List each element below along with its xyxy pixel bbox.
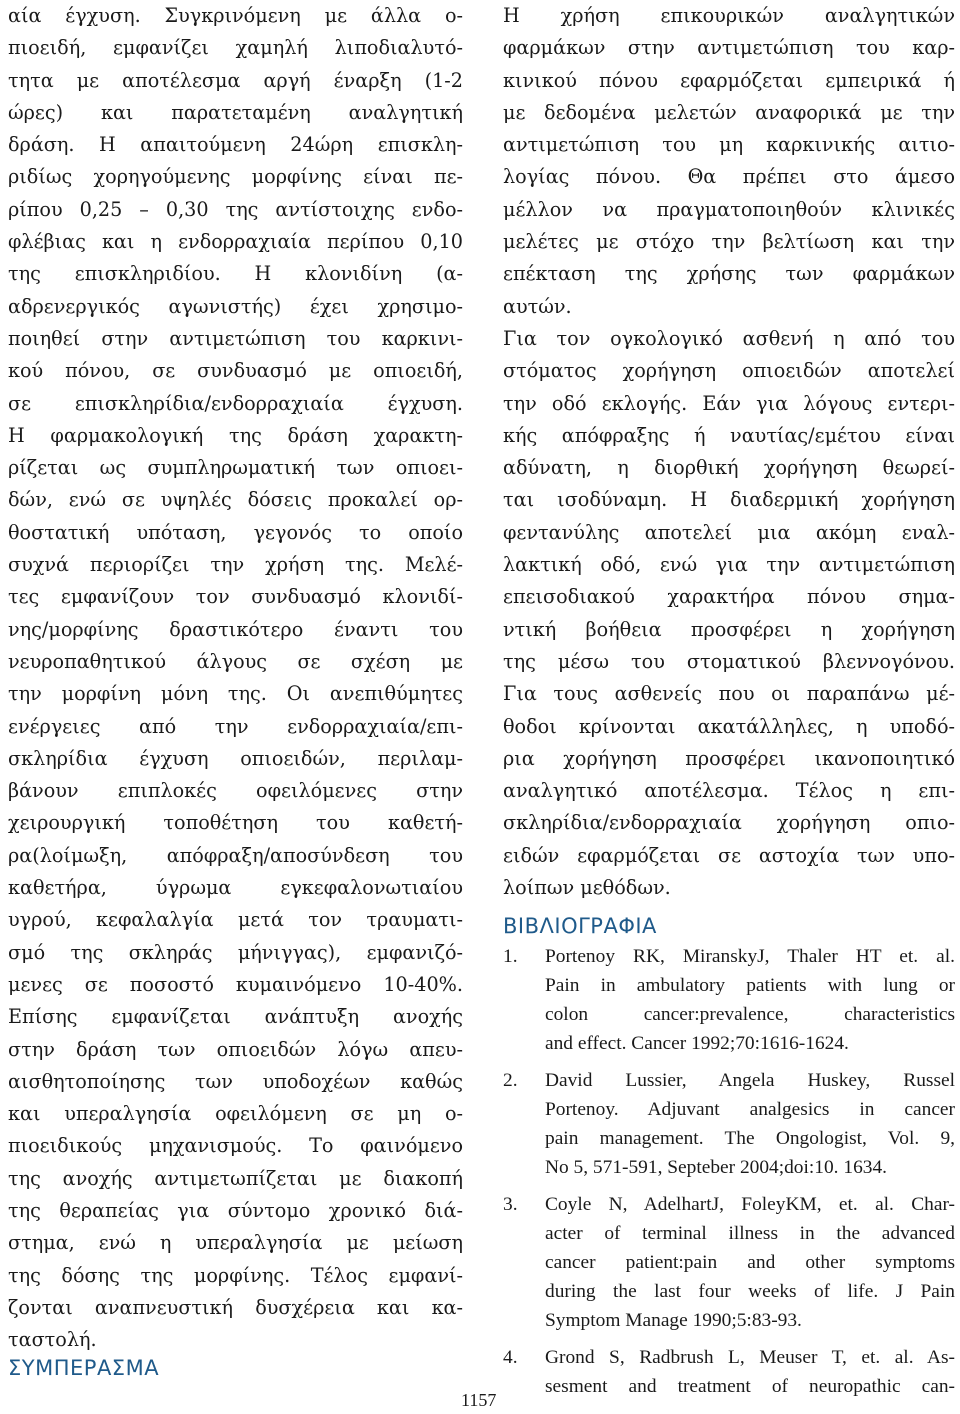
text-line: βάνουν επιπλοκές οφειλόμενες στην <box>8 779 463 803</box>
text-line: ταστολή. <box>8 1328 97 1352</box>
text-line: την οδό εκλογής. Εάν για λόγους εντερι- <box>503 391 955 415</box>
reference-item <box>503 1066 955 1182</box>
text-line: φεντανύλης αποτελεί μια ακόμη εναλ- <box>503 520 955 544</box>
reference-list <box>503 942 955 1401</box>
text-line: πιοειδή, εμφανίζει χαμηλή λιποδιαλυτό- <box>8 36 463 60</box>
reference-line: Coyle N, AdelhartJ, FoleyKM, et. al. Char- <box>545 1194 955 1216</box>
text-line: κού πόνου, σε συνδυασμό με οπιοειδή, <box>8 359 463 383</box>
reference-text <box>545 1190 955 1335</box>
text-line: κινικού πόνου εφαρμόζεται εμπειρικά ή <box>503 68 955 92</box>
left-column <box>8 0 463 1356</box>
reference-number: 4. <box>503 1347 518 1369</box>
text-line: μέλλον να πραγματοποιηθούν κλινικές <box>503 197 955 221</box>
text-line: σκληρίδια/ενδορραχιαία χορήγηση οπιο- <box>503 811 955 835</box>
conclusion-heading: ΣΥΜΠΕΡΑΣΜΑ <box>8 1356 160 1380</box>
text-line: επέκταση της χρήσης των φαρμάκων <box>503 262 955 286</box>
body-text-left <box>8 0 463 1356</box>
reference-line: Portenoy. Adjuvant analgesics in cancer <box>545 1099 955 1121</box>
text-line: πιοειδικούς μηχανισμούς. Το φαινόμενο <box>8 1134 463 1158</box>
text-line: καθετήρα, ύγρωμα εγκεφαλονωτιαίου <box>8 876 463 900</box>
bibliography-heading: ΒΙΒΛΙΟΓΡΑΦΙΑ <box>503 914 657 939</box>
reference-line: during the last four weeks of life. J Pain <box>545 1281 955 1303</box>
reference-line: Portenoy RK, MiranskyJ, Thaler HT et. al. <box>545 946 955 968</box>
text-line: αδύνατη, η διορθική χορήγηση θεωρεί- <box>503 456 955 480</box>
text-line: λογίας πόνου. Θα πρέπει στο άμεσο <box>503 165 955 189</box>
text-line: σμό της σκληράς μήνιγγας), εμφανιζό- <box>8 940 463 964</box>
text-line: στόματος χορήγηση οπιοειδών αποτελεί <box>503 359 955 383</box>
text-line: νευροπαθητικού άλγους σε σχέση με <box>8 649 463 673</box>
text-line: σε επισκληρίδια/ενδορραχιαία έγχυση. <box>8 391 463 415</box>
reference-line: pain management. The Ongologist, Vol. 9, <box>545 1128 955 1150</box>
text-line: ποιηθεί στην αντιμετώπιση του καρκινι- <box>8 326 463 350</box>
text-line: αδρενεργικός αγωνιστής) έχει χρησιμο- <box>8 294 463 318</box>
reference-line: sesment and treatment of neuropathic can- <box>545 1376 955 1398</box>
text-line: Η φαρμακολογική της δράση χαρακτη- <box>8 423 463 447</box>
reference-line: Symptom Manage 1990;5:83-93. <box>545 1310 802 1332</box>
text-line: σκληρίδια έγχυση οπιοειδών, περιλαμ- <box>8 746 463 770</box>
reference-text <box>545 942 955 1058</box>
text-line: με δεδομένα μελετών αναφορικά με την <box>503 100 955 124</box>
reference-line: Grond S, Radbrush L, Meuser T, et. al. As- <box>545 1347 955 1369</box>
reference-number: 3. <box>503 1194 518 1216</box>
text-line: φλέβιας και η ενδορραχιαία περίπου 0,10 <box>8 230 463 254</box>
reference-item <box>503 1343 955 1401</box>
text-line: και υπεραλγησία οφειλόμενη σε μη ο- <box>8 1102 463 1126</box>
text-line: λακτική οδό, ενώ για την αντιμετώπιση <box>503 553 955 577</box>
text-line: ται ισοδύναμη. Η διαδερμική χορήγηση <box>503 488 955 512</box>
reference-line: colon cancer:prevalence, characteristics <box>545 1004 955 1026</box>
text-line: στην δράση των οπιοειδών λόγω απευ- <box>8 1037 463 1061</box>
reference-line: David Lussier, Angela Huskey, Russel <box>545 1070 955 1092</box>
reference-text <box>545 1343 955 1401</box>
text-line: Η χρήση επικουρικών αναλγητικών <box>503 4 955 27</box>
reference-number: 1. <box>503 946 518 968</box>
right-column <box>503 0 955 1409</box>
text-line: νης/μορφίνης δραστικότερο έναντι του <box>8 617 463 641</box>
body-text-right <box>503 0 955 904</box>
text-line: ριδίως χορηγούμενης μορφίνης είναι πε- <box>8 165 463 189</box>
text-line: τες εμφανίζουν τον συνδυασμό κλονιδί- <box>8 585 463 609</box>
reference-line: cancer patient:pain and other symptoms <box>545 1252 955 1274</box>
reference-text <box>545 1066 955 1182</box>
text-line: στημα, ενώ η υπεραλγησία με μείωση <box>8 1231 463 1255</box>
text-line: θοστατική υπόταση, γεγονός το οποίο <box>8 520 463 544</box>
text-line: ενέργειες από την ενδορραχιαία/επι- <box>8 714 463 738</box>
text-line: ρια χορήγηση προσφέρει ικανοποιητικό <box>503 746 955 770</box>
text-line: της επισκληριδίου. Η κλονιδίνη (α- <box>8 262 463 286</box>
text-line: Για τους ασθενείς που οι παραπάνω μέ- <box>503 682 955 706</box>
text-line: συχνά περιορίζει την χρήση της. Μελέ- <box>8 553 463 577</box>
text-line: Επίσης εμφανίζεται ανάπτυξη ανοχής <box>8 1005 463 1029</box>
text-line: ντική βοήθεια προσφέρει η χορήγηση <box>503 617 955 641</box>
text-line: μενες σε ποσοστό κυμαινόμενο 10-40%. <box>8 972 463 996</box>
reference-item <box>503 942 955 1058</box>
text-line: τητα με αποτέλεσμα αργή έναρξη (1-2 <box>8 68 463 92</box>
text-line: υγρού, κεφαλαλγία μετά τον τραυματι- <box>8 908 463 932</box>
text-line: ρίπου 0,25 – 0,30 της αντίστοιχης ενδο- <box>8 197 463 221</box>
text-line: αυτών. <box>503 294 572 318</box>
reference-line: and effect. Cancer 1992;70:1616-1624. <box>545 1033 849 1055</box>
text-line: φαρμάκων στην αντιμετώπιση του καρ- <box>503 36 955 60</box>
page-number: 1157 <box>461 1390 497 1410</box>
text-line: λοίπων μεθόδων. <box>503 876 671 900</box>
text-line: της δόσης της μορφίνης. Τέλος εμφανί- <box>8 1263 463 1287</box>
text-line: αντιμετώπιση του μη καρκινικής αιτιο- <box>503 133 955 157</box>
text-line: δών, ενώ σε υψηλές δόσεις προκαλεί ορ- <box>8 488 463 512</box>
text-line: ζονται αναπνευστική δυσχέρεια και κα- <box>8 1295 463 1319</box>
text-line: ρίζεται ως συμπληρωματική των οπιοει- <box>8 456 463 480</box>
text-line: θοδοι κρίνονται ακατάλληλες, η υποδό- <box>503 714 955 738</box>
text-line: αναλγητικό αποτέλεσμα. Τέλος η επι- <box>503 779 955 803</box>
text-line: χειρουργική τοποθέτηση του καθετή- <box>8 811 463 835</box>
reference-number: 2. <box>503 1070 518 1092</box>
text-line: αία έγχυση. Συγκρινόμενη με άλλα ο- <box>8 4 463 27</box>
text-line: επεισοδιακού χαρακτήρα πόνου σημα- <box>503 585 955 609</box>
text-line: της θεραπείας για σύντομο χρονικό διά- <box>8 1198 463 1222</box>
text-line: της ανοχής αντιμετωπίζεται με διακοπή <box>8 1166 463 1190</box>
text-line: ρα(λοίμωξη, απόφραξη/αποσύνδεση του <box>8 843 463 867</box>
text-line: ώρες) και παρατεταμένη αναλγητική <box>8 100 463 124</box>
text-line: μελέτες με στόχο την βελτίωση και την <box>503 230 955 254</box>
text-line: αισθητοποίησης των υποδοχέων καθώς <box>8 1069 463 1093</box>
text-line: Για τον ογκολογικό ασθενή η από του <box>503 326 955 350</box>
reference-line: Pain in ambulatory patients with lung or <box>545 975 955 997</box>
text-line: της μέσω του στοματικού βλεννογόνου. <box>503 649 955 673</box>
reference-line: acter of terminal illness in the advanced <box>545 1223 955 1245</box>
reference-item <box>503 1190 955 1335</box>
text-line: κής απόφραξης ή ναυτίας/εμέτου είναι <box>503 423 955 447</box>
text-line: δράση. Η απαιτούμενη 24ώρη επισκλη- <box>8 133 463 157</box>
text-line: ειδών εφαρμόζεται σε αστοχία των υπο- <box>503 843 955 867</box>
text-line: την μορφίνη μόνη της. Οι ανεπιθύμητες <box>8 682 463 706</box>
reference-line: No 5, 571-591, Septeber 2004;doi:10. 1634. <box>545 1157 887 1179</box>
